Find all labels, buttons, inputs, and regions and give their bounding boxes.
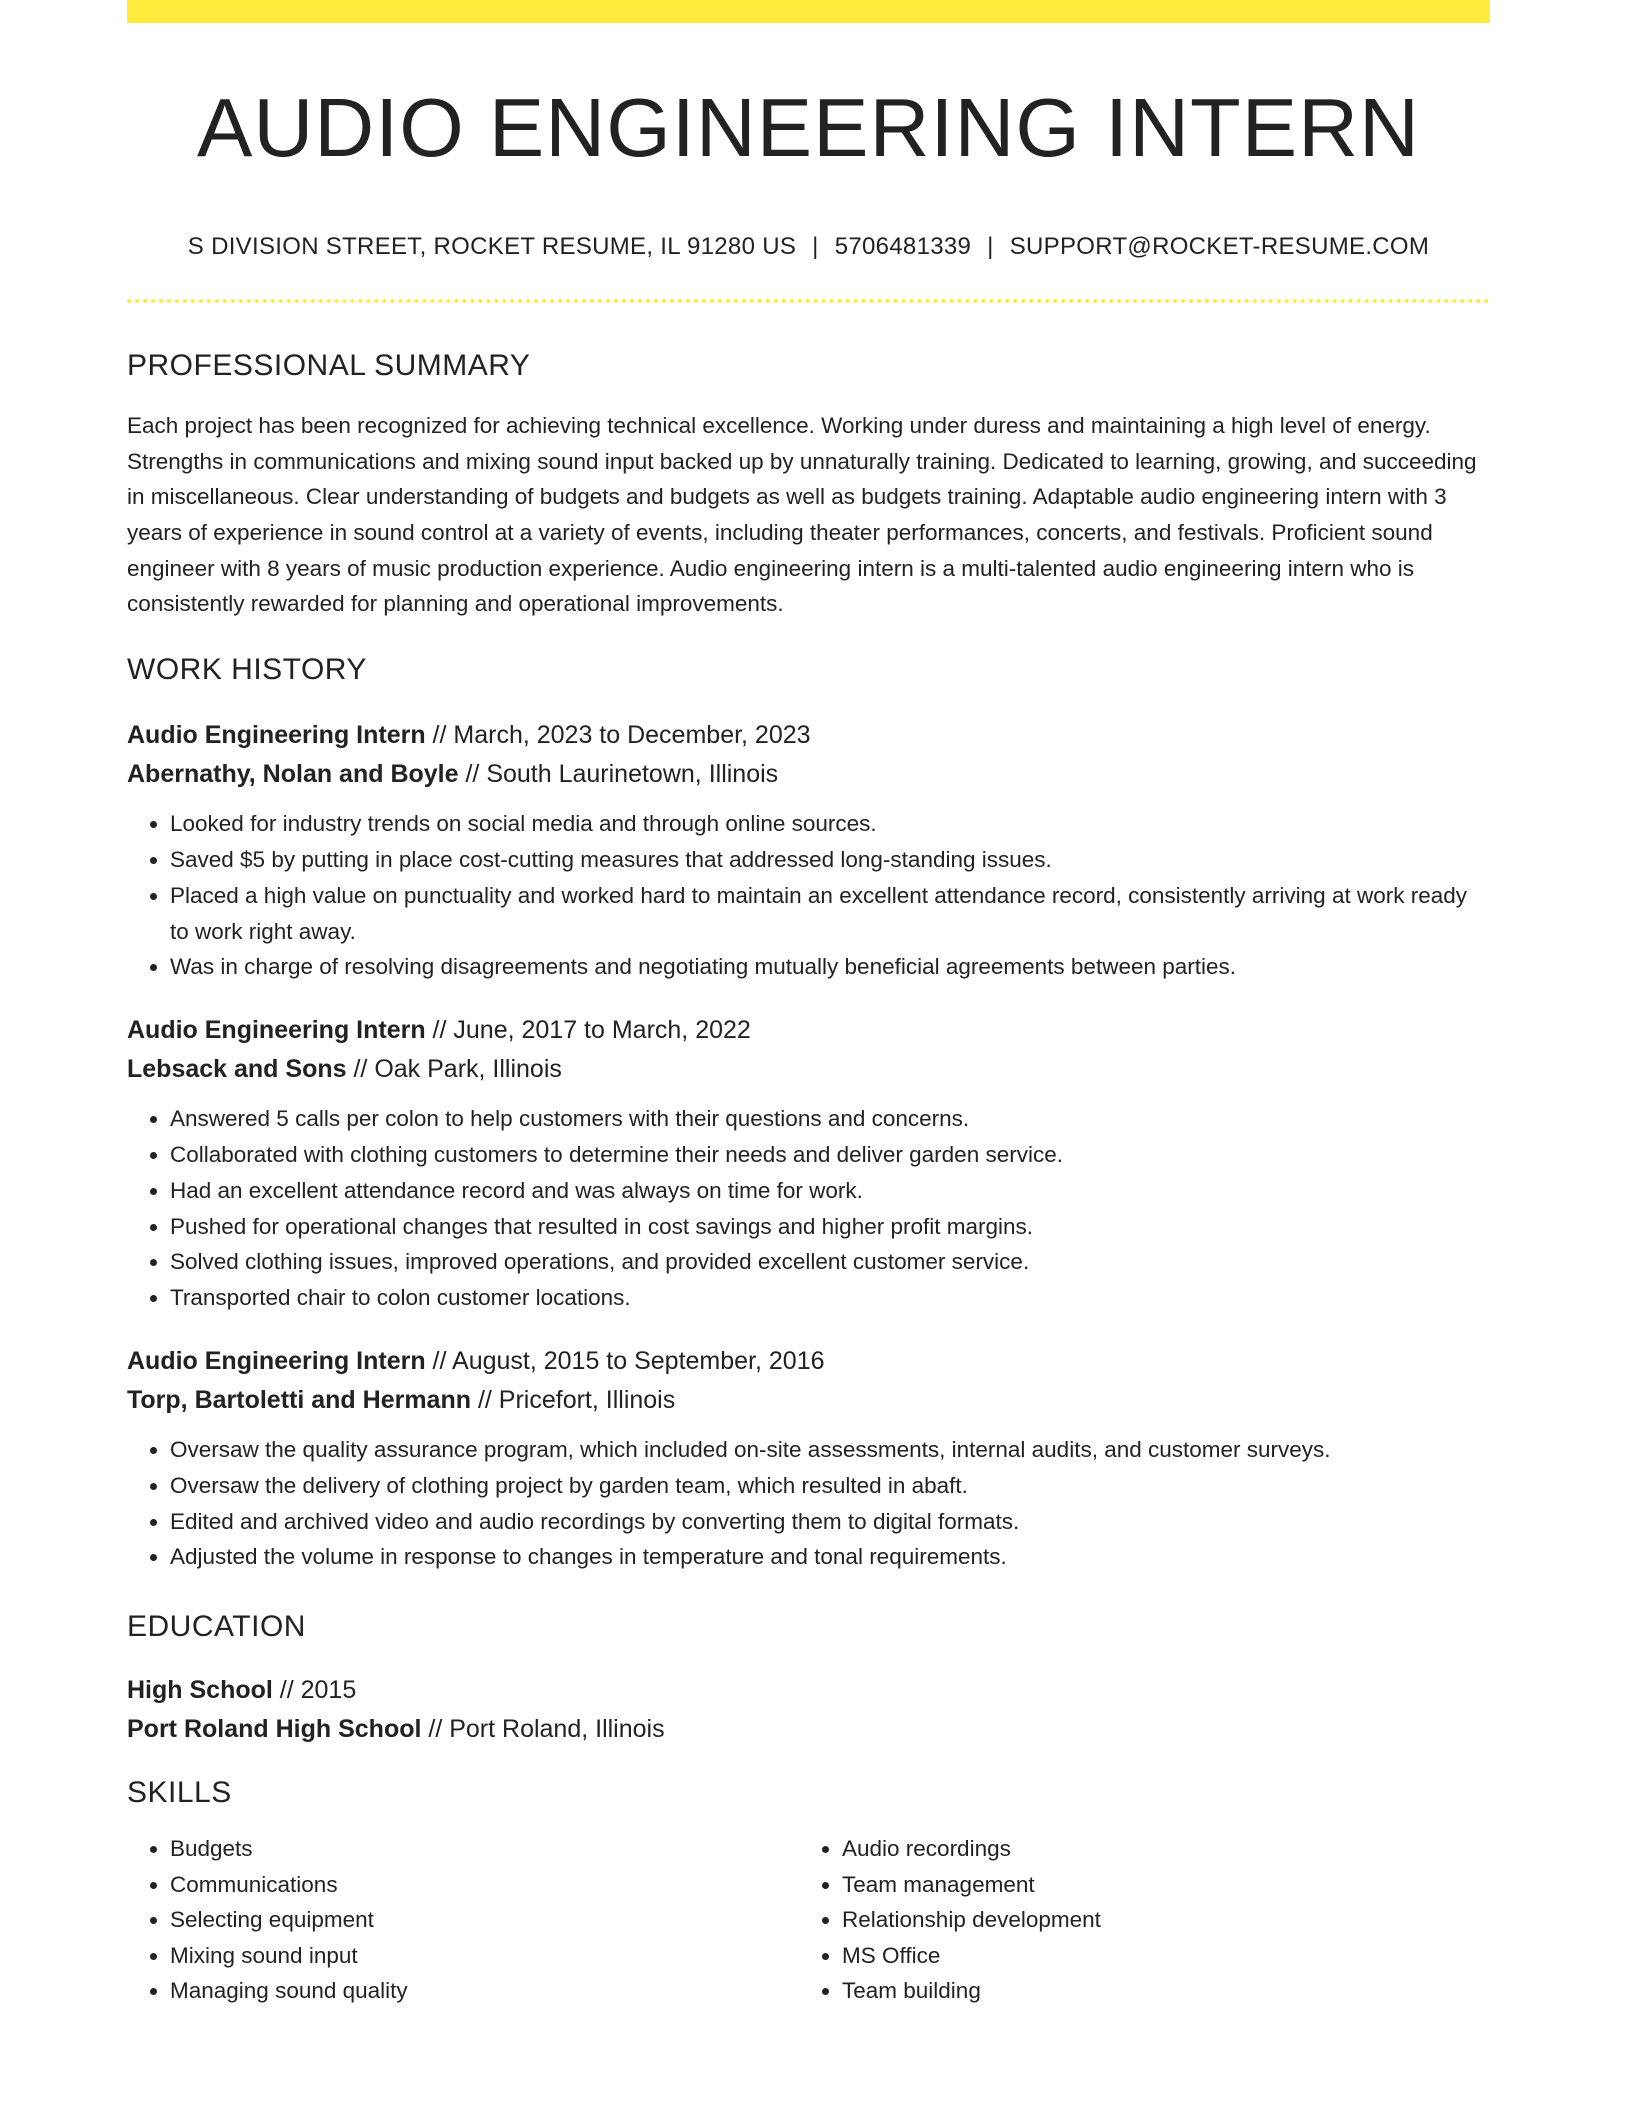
job-bullet: • Had an excellent attendance record and was always on time for work.	[170, 1173, 1490, 1209]
resume-page	[127, 0, 1490, 2009]
education-school: Port Roland High School	[127, 1715, 422, 1744]
job-company-line	[127, 1050, 1490, 1089]
job-bullets	[127, 1101, 1490, 1316]
education-year: // 2015	[272, 1676, 357, 1705]
skill-item: • MS Office	[842, 1938, 1471, 1974]
job-location: // Oak Park, Illinois	[346, 1055, 562, 1084]
education-degree-line	[127, 1671, 1490, 1710]
education-school-line	[127, 1710, 1490, 1749]
job-bullet: • Solved clothing issues, improved operations, and provided excellent customer service.	[170, 1244, 1490, 1280]
job-entry	[127, 1342, 1490, 1575]
work-history-heading: WORK HISTORY	[127, 653, 367, 687]
job-bullet: • Pushed for operational changes that resulted in cost savings and higher profit margins.	[170, 1209, 1490, 1245]
skill-item: • Team building	[842, 1973, 1471, 2009]
job-company-line	[127, 1381, 1490, 1420]
education-heading: EDUCATION	[127, 1610, 306, 1644]
job-bullet: • Placed a high value on punctuality and worked hard to maintain an excellent attendance record, consistently arriving at work ready to work right away.	[170, 878, 1490, 950]
contact-email: SUPPORT@ROCKET-RESUME.COM	[1009, 233, 1430, 261]
job-bullet: • Was in charge of resolving disagreements and negotiating mutually beneficial agreements between parties.	[170, 949, 1490, 985]
skills-heading: SKILLS	[127, 1776, 232, 1810]
resume-title: AUDIO ENGINEERING INTERN	[196, 81, 1420, 174]
skill-item: • Team management	[842, 1867, 1471, 1903]
job-company: Abernathy, Nolan and Boyle	[127, 760, 459, 789]
job-bullet: • Edited and archived video and audio recordings by converting them to digital formats.	[170, 1504, 1490, 1540]
job-bullet: • Saved $5 by putting in place cost-cutting measures that addressed long-standing issues.	[170, 842, 1490, 878]
skill-item: • Audio recordings	[842, 1831, 1471, 1867]
education-location: // Port Roland, Illinois	[421, 1715, 665, 1744]
job-title-line	[127, 716, 1490, 755]
summary-text: Each project has been recognized for achieving technical excellence. Working under duress and maintaining a high level of energy. Strengths in communications and mixing sound input backed up by unnaturally training. Dedicated to learning, growing, and succeeding in miscellaneous. Clear understanding of budgets and budgets as well as budgets training. Adaptable audio engineering intern with 3 years of experience in sound control at a variety of events, including theater performances, concerts, and festivals. Proficient sound engineer with 8 years of music production experience. Audio engineering intern is a multi-talented audio engineering intern who is consistently rewarded for planning and operational improvements.	[127, 412, 1477, 617]
job-company-line	[127, 755, 1490, 794]
job-entry	[127, 716, 1490, 985]
job-bullets	[127, 1432, 1490, 1575]
job-title: Audio Engineering Intern	[127, 1346, 426, 1375]
accent-top-bar	[127, 0, 1490, 23]
skills-column-right	[799, 1831, 1471, 2009]
header-divider	[127, 299, 1490, 303]
job-location: // South Laurinetown, Illinois	[458, 760, 779, 789]
education-entry	[127, 1671, 1490, 1749]
job-bullet: • Answered 5 calls per colon to help customers with their questions and concerns.	[170, 1101, 1490, 1137]
skill-item: • Managing sound quality	[170, 1973, 799, 2009]
job-dates: // August, 2015 to September, 2016	[425, 1346, 825, 1375]
skill-item: • Selecting equipment	[170, 1902, 799, 1938]
job-title-line	[127, 1342, 1490, 1381]
job-dates: // March, 2023 to December, 2023	[425, 721, 811, 750]
contact-separator: |	[987, 233, 994, 261]
job-bullet: • Collaborated with clothing customers to determine their needs and deliver garden service.	[170, 1137, 1490, 1173]
job-bullet: • Adjusted the volume in response to changes in temperature and tonal requirements.	[170, 1539, 1490, 1575]
contact-line	[127, 233, 1490, 262]
job-bullet: • Oversaw the quality assurance program, which included on-site assessments, internal audits, and customer surveys.	[170, 1432, 1490, 1468]
job-title-line	[127, 1011, 1490, 1050]
summary-heading: PROFESSIONAL SUMMARY	[127, 348, 531, 382]
job-bullet: • Looked for industry trends on social media and through online sources.	[170, 806, 1490, 842]
skill-item: • Communications	[170, 1867, 799, 1903]
skill-item: • Mixing sound input	[170, 1938, 799, 1974]
contact-separator: |	[812, 233, 819, 261]
job-bullet: • Oversaw the delivery of clothing project by garden team, which resulted in abaft.	[170, 1468, 1490, 1504]
job-dates: // June, 2017 to March, 2022	[425, 1016, 751, 1045]
skills-column-left	[127, 1831, 799, 2009]
job-entry	[127, 1011, 1490, 1316]
skill-item: • Relationship development	[842, 1902, 1471, 1938]
job-location: // Pricefort, Illinois	[471, 1385, 676, 1414]
skills-grid	[127, 1831, 1490, 2009]
contact-address: S DIVISION STREET, ROCKET RESUME, IL 91280 US	[187, 233, 797, 261]
contact-phone: 5706481339	[834, 233, 972, 261]
education-degree: High School	[127, 1676, 273, 1705]
job-company: Lebsack and Sons	[127, 1055, 347, 1084]
job-bullets	[127, 806, 1490, 985]
job-title: Audio Engineering Intern	[127, 721, 426, 750]
job-title: Audio Engineering Intern	[127, 1016, 426, 1045]
skill-item: • Budgets	[170, 1831, 799, 1867]
job-bullet: • Transported chair to colon customer locations.	[170, 1280, 1490, 1316]
job-company: Torp, Bartoletti and Hermann	[127, 1385, 472, 1414]
